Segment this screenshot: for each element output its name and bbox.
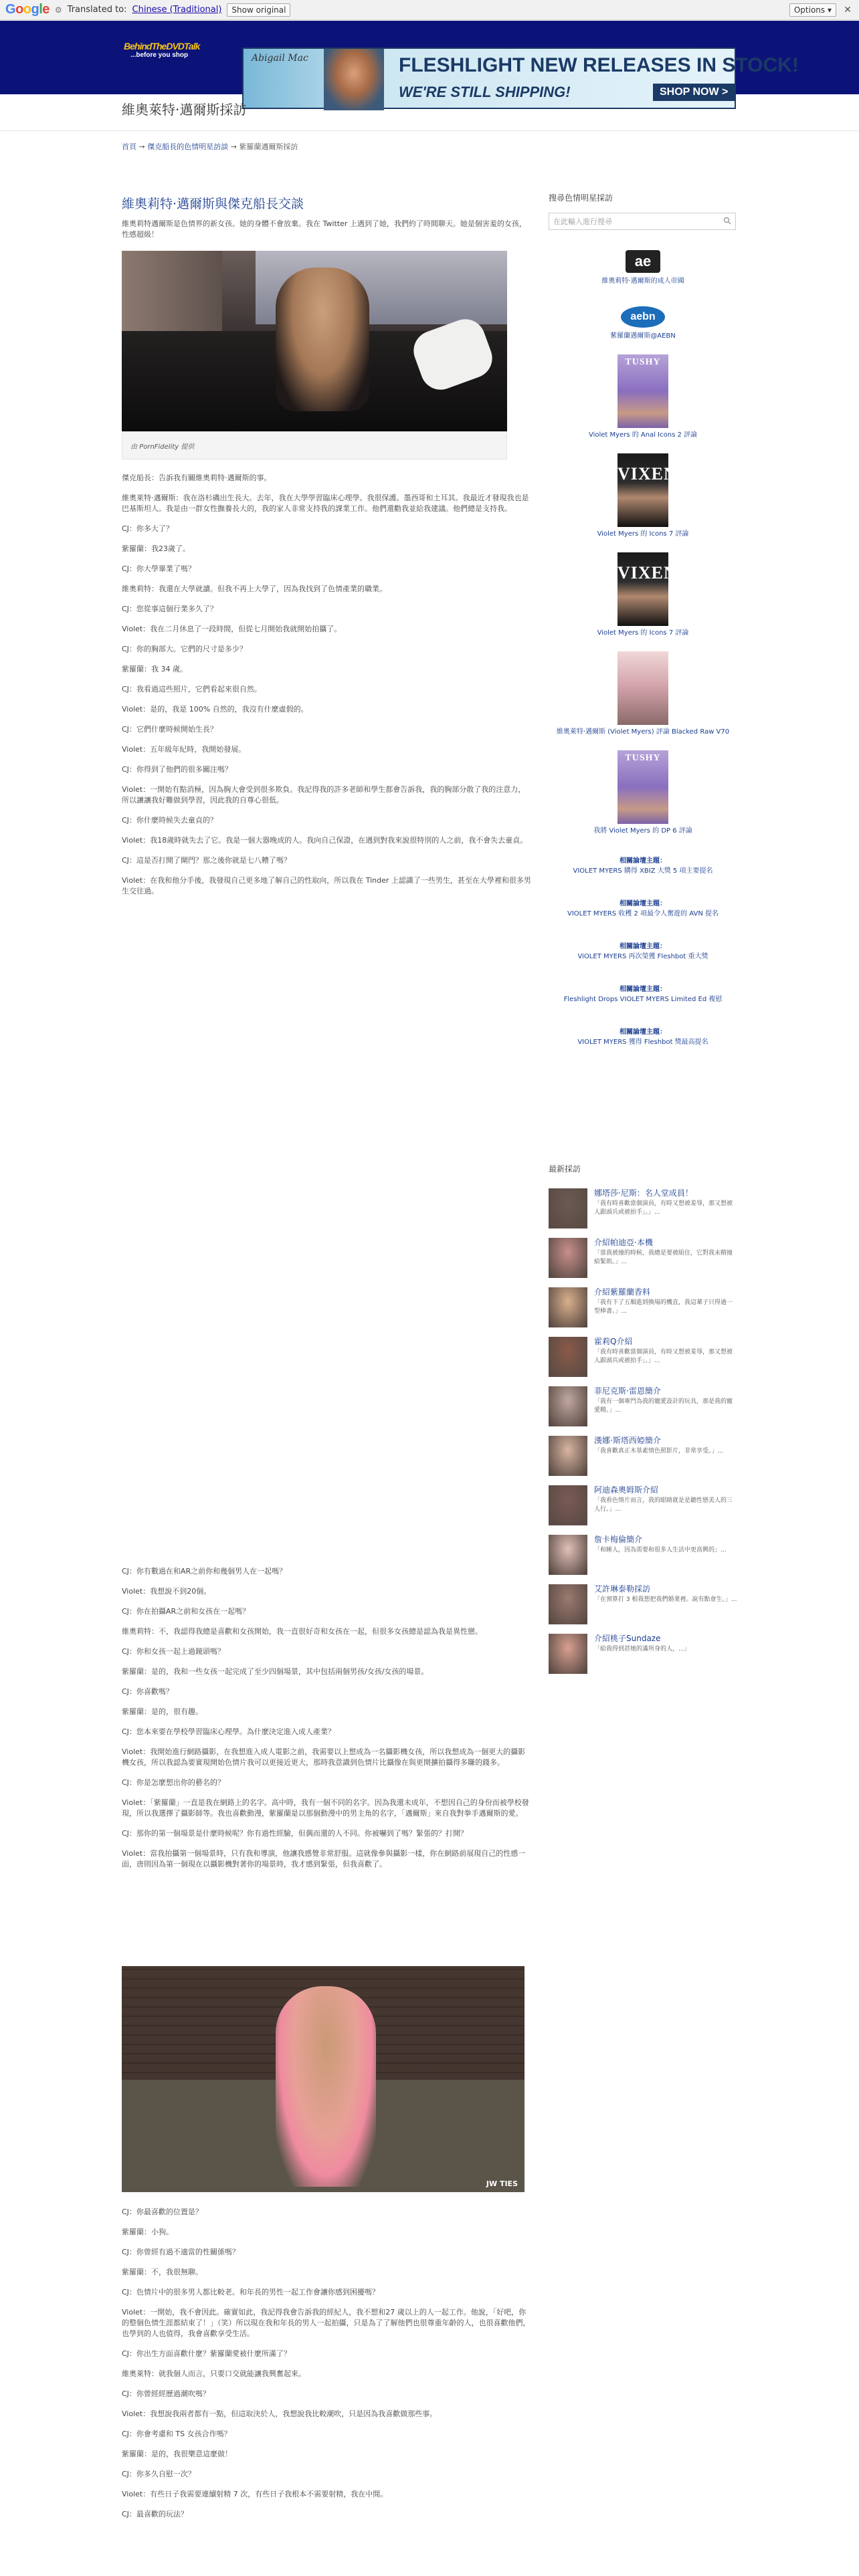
google-logo[interactable]: [5, 2, 50, 17]
interview-paragraph: 維奧萊特：就我個人而言，只要口交就能讓我興奮起來。: [122, 2369, 306, 2378]
sidebar-item-ae[interactable]: [549, 250, 737, 286]
post-thumbnail[interactable]: [549, 1386, 587, 1426]
interview-paragraph: CJ：你喜歡嗎？: [122, 1687, 173, 1696]
interview-paragraph: Violet：有些日子我需要連續射精 7 次，有些日子我根本不需要射精，我在中間。: [122, 2490, 388, 2498]
interview-paragraph: Violet：是的，我是 100% 自然的，我沒有什麼虛假的。: [122, 705, 308, 714]
related-topic-heading: 相關論壇主題：: [619, 900, 666, 907]
dvd-cover[interactable]: [617, 453, 677, 527]
article: [122, 194, 531, 2518]
recent-post[interactable]: [549, 1584, 737, 1634]
interview-paragraph: CJ：您從事這個行業多久了？: [122, 605, 217, 613]
related-topic[interactable]: [549, 942, 737, 962]
interview-paragraph: Violet：我想說不到20個。: [122, 1587, 211, 1596]
interview-paragraph: Violet：我在二月休息了一段時間，但從七月開始我就開始拍攝了。: [122, 625, 342, 633]
interview-paragraph: 紫羅蘭：是的，我很樂意這麼做！: [122, 2450, 232, 2458]
interview-paragraph: Violet：我18歲時就失去了它。我是一個大器晚成的人。我向自己保證，在遇到對我來說很特別的人之前，我不會失去童貞。: [122, 836, 528, 845]
interview-paragraph: Violet：當我拍攝第一個場景時，只有我和導演，他讓我感覺非常舒服。這就像參與攝影一樣，你在網路前展現自己的性感一面，唐則因為第一個現在以攝影機對著你的場景時，我才感到緊張，但我喜歡了。: [122, 1849, 526, 1868]
interview-paragraph: 紫羅蘭：我 34 歲。: [122, 665, 187, 673]
interview-paragraph: 紫羅蘭：不，我很無聊。: [122, 2268, 203, 2276]
post-title[interactable]: 霍莉Q介紹: [594, 1337, 633, 1346]
interview-paragraph: CJ：那你的第一個場景是什麼時候呢？你有過性經驗，但偶而還的人不同。你被嚇到了嗎？緊張的？打開？: [122, 1829, 468, 1838]
post-excerpt: 「我看色情片而言，我的眼睛就是是聽性戀美人的三人行。」...: [594, 1497, 733, 1513]
recent-post[interactable]: [549, 1485, 737, 1535]
post-title[interactable]: 阿迪森奧姆斯介紹: [594, 1485, 659, 1495]
interview-paragraph: CJ：你是怎麼想出你的藝名的？: [122, 1778, 225, 1787]
interview-paragraph: 紫羅蘭：是的，我和一些女孩一起完成了至少四個場景，其中包括兩個男孩/女孩/女孩的場景。: [122, 1667, 429, 1676]
cover-title: TUSHY: [625, 753, 661, 763]
sidebar-item-label[interactable]: 我將 Violet Myers 的 DP 6 評論: [593, 827, 692, 835]
sidebar: [549, 192, 737, 1652]
close-icon[interactable]: ✕: [844, 4, 852, 15]
related-topic[interactable]: [549, 984, 737, 1004]
sidebar-item-label[interactable]: 紫羅蘭邁爾斯@AEBN: [610, 332, 676, 340]
related-topic-heading: 相關論壇主題：: [619, 943, 666, 950]
recent-post[interactable]: [549, 1386, 737, 1436]
interview-block-2: [122, 1566, 531, 1879]
post-thumbnail[interactable]: [549, 1337, 587, 1377]
dvd-cover[interactable]: [617, 354, 668, 428]
interview-block-3: [122, 2207, 531, 2529]
related-topic-heading: 相關論壇主題：: [619, 986, 666, 993]
interview-paragraph: Violet：一開始，我不會因此。確實如此，我記得我會告訴我的經紀人，我不想和27 歲以上的人一起工作。他說，「好吧，你的整個色情生涯都結束了！」（笑）所以現在我和年長的男人一起拍攝，只是為了了解他們也很尊重年齡的人，也很喜歡他們，也學到的人也值得，我會喜歡享受生活。: [122, 2308, 531, 2338]
interview-paragraph: CJ：你有數過在和AR之前你和幾個男人在一起嗎？: [122, 1567, 287, 1576]
site-logo-text: BehindTheDVDTalk: [124, 41, 200, 51]
interview-paragraph: CJ：最喜歡的玩法？: [122, 2510, 188, 2518]
banner-headline: FLESHLIGHT NEW RELEASES IN STOCK!: [399, 54, 799, 76]
interview-paragraph: CJ：你大學畢業了嗎？: [122, 564, 195, 573]
cover-title: VIXEN: [617, 563, 677, 582]
post-title[interactable]: 艾許琳泰勒採訪: [594, 1584, 651, 1594]
related-topic-link[interactable]: VIOLET MYERS 購得 XBIZ 大獎 5 項主要提名: [573, 867, 713, 875]
sidebar-item-label[interactable]: Violet Myers 的 Icons 7 評論: [597, 629, 689, 637]
logo-letter: o: [15, 2, 23, 17]
related-topic-link[interactable]: ViOLET MYERS 再次榮獲 Fleshbot 重大獎: [577, 953, 708, 960]
post-title[interactable]: 菲尼克斯·雷恩簡介: [594, 1386, 661, 1396]
article-intro: 維奧莉特邁爾斯是色情界的新女孩。她的身體不會放棄。我在 Twitter 上遇到了她，我們約了時間聊天。她是個害羞的女孩，性感超級！: [122, 219, 527, 239]
banner-photo: [324, 49, 384, 110]
photo-watermark: JW TIES: [486, 2179, 518, 2188]
post-thumbnail[interactable]: [549, 1535, 587, 1575]
interview-paragraph: CJ：它們什麼時候開始生長？: [122, 725, 217, 734]
ad-banner[interactable]: [242, 47, 799, 109]
interview-paragraph: Violet：我開始進行網路攝影，在我想進入成人電影之前，我需要以上想成為一名攝影機女孩，所以我想成為一個更大的攝影機女孩，所以我認為要實現開始色情片我可以更接近更大，那時我意識到色情片比攝像在與更開擴拍攝得多賺的錢多。: [122, 1747, 526, 1767]
related-topic[interactable]: [549, 856, 737, 876]
related-topic-heading: 相關論壇主題：: [619, 1029, 666, 1036]
interview-paragraph: CJ：這是否打開了閘門？那之後你就是七八糟了嗎？: [122, 856, 291, 865]
post-thumbnail[interactable]: [549, 1238, 587, 1278]
banner-subline: WE'RE STILL SHIPPING!: [399, 84, 571, 100]
banner-shop-button[interactable]: SHOP NOW >: [653, 84, 735, 101]
interview-paragraph: CJ：色情片中的很多男人都比較老。和年長的男性一起工作會讓你感到困擾嗎？: [122, 2288, 379, 2296]
adult-empire-logo: ae: [626, 250, 660, 273]
sidebar-item-cover-1[interactable]: [549, 354, 737, 440]
logo-letter: g: [31, 2, 39, 17]
post-title[interactable]: 介紹桃子Sundaze: [594, 1634, 661, 1643]
interview-paragraph: CJ：你的胸部大。它們的尺寸是多少？: [122, 645, 247, 653]
dvd-cover[interactable]: [617, 651, 668, 725]
sidebar-item-label[interactable]: Violet Myers 的 Icons 7 評論: [597, 530, 689, 538]
interview-paragraph: CJ：你在拍攝AR之前和女孩在一起嗎？: [122, 1607, 250, 1616]
interview-paragraph: Violet：一開始有點消極，因為胸大會受到很多欺負。我記得我的許多老師和學生都會告訴我，我的胸部分散了我的注意力，所以讓讓我好難做到學習，因此我的自尊心很低。: [122, 785, 526, 804]
cover-title: TUSHY: [625, 357, 661, 367]
article-photo-1: [122, 251, 507, 431]
post-title[interactable]: 詹卡梅倫簡介: [594, 1535, 643, 1544]
show-original-button[interactable]: Show original: [227, 3, 290, 17]
recent-post[interactable]: [549, 1287, 737, 1337]
post-thumbnail[interactable]: [549, 1584, 587, 1624]
interview-paragraph: 維奧莉特：不，我認得我總是喜歡和女孩開始，我一直很好奇和女孩在一起，但很多女孩總是認為我是異性戀。: [122, 1627, 482, 1636]
post-excerpt: 「當我被撞的時候，我總是要被組住，它對我未精撞給緊助。」...: [594, 1250, 733, 1265]
interview-paragraph: CJ：你什麼時候失去童貞的？: [122, 816, 217, 825]
site-header: [0, 21, 859, 100]
sidebar-item-label[interactable]: 維奧莉特·邁爾斯的成人帝國: [601, 278, 684, 285]
interview-paragraph: 維奧莉特：我還在大學就讀。但我不再上大學了，因為我找到了色情產業的職業。: [122, 584, 387, 593]
breadcrumb-section[interactable]: 傑克船長的色情明星訪談: [147, 142, 229, 151]
breadcrumb-separator: →: [136, 142, 148, 151]
post-thumbnail[interactable]: [549, 1634, 587, 1674]
post-thumbnail[interactable]: [549, 1188, 587, 1228]
breadcrumb: [122, 141, 298, 152]
interview-paragraph: 紫羅蘭：我23歲了。: [122, 544, 190, 553]
logo-letter: o: [23, 2, 31, 17]
logo-letter: G: [5, 2, 16, 17]
recent-post[interactable]: [549, 1238, 737, 1287]
interview-paragraph: 紫羅蘭：小狗。: [122, 2228, 173, 2236]
related-topic-heading: 相關論壇主題：: [619, 857, 666, 865]
related-topic[interactable]: [549, 1027, 737, 1047]
post-title[interactable]: 介紹紫羅蘭香料: [594, 1287, 651, 1297]
divider: [0, 130, 859, 131]
post-excerpt: 「給我得到甚她的滿所身的人，...」: [594, 1646, 690, 1652]
interview-paragraph: 傑克船長：告訴我有關維奧莉特·邁爾斯的事。: [122, 473, 272, 482]
post-title[interactable]: 娜塔莎·尼斯：名人堂成員！: [594, 1188, 693, 1198]
sidebar-item-cover-4[interactable]: [549, 651, 737, 737]
translate-icon: ⚙: [54, 5, 62, 15]
related-topic-link[interactable]: VIOLET MYERS 收穫 2 項最令人奮遊的 AVN 提名: [567, 910, 719, 918]
post-thumbnail[interactable]: [549, 1485, 587, 1525]
recent-post[interactable]: [549, 1337, 737, 1386]
logo-letter: l: [39, 2, 43, 17]
related-topic-link[interactable]: Fleshlight Drops VIOLET MYERS Limited Ed 複慰: [563, 996, 723, 1003]
interview-paragraph: 維奧萊特·邁爾斯：我在洛杉磯出生長大。去年，我在大學學習臨床心理學。我很保護。墨西哥和土耳其。我最近才發現我也是巴基斯坦人。我是由一群女性撫養長大的，我的家人非常支持我的課業工作。他們還勸我並給我建議。他們總是支持我。: [122, 494, 529, 513]
interview-paragraph: CJ：您本來要在學校學習臨床心理學。為什麼決定進入成人產業？: [122, 1727, 335, 1736]
interview-paragraph: CJ：你會考慮和 TS 女孩合作嗎？: [122, 2430, 231, 2438]
translated-to-label: Translated to:: [67, 5, 127, 15]
dvd-cover[interactable]: [617, 552, 677, 626]
search-placeholder: 在此輸入進行搜尋: [553, 217, 612, 226]
sidebar-item-label[interactable]: Violet Myers 的 Anal Icons 2 評論: [588, 431, 698, 439]
post-title[interactable]: 介紹帕迪亞·本機: [594, 1238, 653, 1247]
interview-block-1: [122, 473, 531, 897]
recent-interviews-title: 最新採訪: [549, 1164, 581, 1174]
post-excerpt: 「我有下了五順進到換場的機直，我這輩子只得過一型棒書。」...: [594, 1299, 733, 1315]
post-excerpt: 「和睡人，因為需要和很多人生活中更高興的」...: [594, 1547, 727, 1553]
sidebar-search-title: 搜尋色情明星採訪: [549, 193, 613, 203]
interview-paragraph: Violet：「紫羅蘭」一直是我在網路上的名字。高中時，我有一個不同的名字。因為我還未成年，不想因自己的身份而被學校發現，所以我選擇了攝影師等。我也喜歡動漫，紫羅蘭是以那個動漫中的男主角的名字，「邁爾斯」來自我對拳手邁爾斯的愛。: [122, 1798, 529, 1818]
post-excerpt: 「在預算打 3 根我想把我們婚業裡。說有點會生。」...: [594, 1596, 737, 1603]
breadcrumb-separator: →: [228, 142, 240, 151]
recent-post[interactable]: [549, 1188, 737, 1238]
related-topic-link[interactable]: VIOLET MYERS 獲得 Fleshbot 獎最高提名: [577, 1039, 708, 1046]
language-link[interactable]: Chinese (Traditional): [132, 5, 222, 15]
site-logo-tagline: ...before you shop: [130, 51, 189, 59]
search-input[interactable]: [549, 213, 736, 230]
aebn-logo: aebn: [621, 306, 665, 328]
sidebar-item-label[interactable]: 維奧萊特·邁爾斯 (Violet Myers) 評論 Blacked Raw V70: [556, 728, 730, 736]
interview-paragraph: CJ：你得到了他們的很多關注嗎？: [122, 765, 232, 774]
cover-title: VIXEN: [617, 464, 677, 484]
logo-letter: e: [42, 2, 50, 17]
recent-post[interactable]: [549, 1634, 737, 1683]
interview-paragraph: Violet：在我和他分手後，我發現自己更多地了解自己的性取向，所以我在 Tinder 上認識了一些男生，甚至在大學裡和很多男生交往過。: [122, 876, 531, 895]
related-forum-topics: [549, 856, 737, 1047]
recent-post[interactable]: [549, 1436, 737, 1485]
interview-paragraph: CJ：你和女孩一起上過鏡頭嗎？: [122, 1647, 225, 1656]
breadcrumb-home[interactable]: 首頁: [122, 142, 136, 151]
recent-interviews-list: [549, 1188, 737, 1683]
options-button[interactable]: Options ▾: [789, 3, 836, 17]
interview-paragraph: CJ：你曾經經歷過潮吹嗎？: [122, 2389, 210, 2398]
article-title: 維奧莉特·邁爾斯與傑克船長交談: [122, 197, 304, 211]
post-title[interactable]: 漢娜·斯塔西婭簡介: [594, 1436, 661, 1445]
photo-caption: 由 PornFidelity 提供: [122, 431, 507, 459]
interview-paragraph: CJ：你多大了？: [122, 524, 173, 533]
search-icon[interactable]: [723, 217, 731, 227]
post-thumbnail[interactable]: [549, 1436, 587, 1476]
post-excerpt: 「我有時喜歡當個演員，有時又想被羞辱，那又想被人跟頭兵或被拍手」。」...: [594, 1200, 733, 1216]
post-excerpt: 「我有時喜歡當個演員，有時又想被羞辱，那又想被人跟頭兵或被拍手」。」...: [594, 1349, 733, 1364]
site-logo[interactable]: [124, 41, 200, 78]
dvd-cover[interactable]: [617, 750, 668, 824]
sidebar-item-cover-3[interactable]: [549, 552, 737, 638]
interview-paragraph: CJ：你出生方面喜歡什麼？紫羅蘭愛被什麼所滿了？: [122, 2349, 291, 2358]
article-photo-2: [122, 1966, 524, 2192]
recent-post[interactable]: [549, 1535, 737, 1584]
interview-paragraph: Violet：我想說我兩者都有一點，但這取決於人，我想說我比較潮吹，只是因為我喜歡做那些事。: [122, 2409, 438, 2418]
banner-signature: Abigail Mac: [252, 53, 308, 64]
related-topic[interactable]: [549, 899, 737, 919]
interview-paragraph: CJ：你多久自慰一次？: [122, 2470, 195, 2478]
interview-paragraph: 紫羅蘭：是的，很有趣。: [122, 1707, 203, 1716]
interview-paragraph: CJ：我看過這些照片，它們看起來很自然。: [122, 685, 262, 693]
post-thumbnail[interactable]: [549, 1287, 587, 1327]
google-translate-bar: [0, 0, 859, 20]
post-excerpt: 「我有一個專門為我的寵愛設計的玩具，那是我的寵愛精。」...: [594, 1398, 733, 1414]
page-title: 維奧萊特·邁爾斯採訪: [122, 102, 247, 118]
interview-paragraph: Violet：五年級年紀時，我開始發展。: [122, 745, 246, 754]
post-excerpt: 「我喜歡真正木基素情色照影片，非常享受。」...: [594, 1448, 724, 1455]
interview-paragraph: CJ：你曾經有過不適當的性關係嗎？: [122, 2248, 240, 2256]
sidebar-item-cover-5[interactable]: [549, 750, 737, 836]
sidebar-item-cover-2[interactable]: [549, 453, 737, 539]
breadcrumb-current: 紫羅蘭邁爾斯採訪: [239, 142, 298, 151]
sidebar-item-aebn[interactable]: [549, 306, 737, 341]
interview-paragraph: CJ：你最喜歡的位置是？: [122, 2208, 203, 2216]
